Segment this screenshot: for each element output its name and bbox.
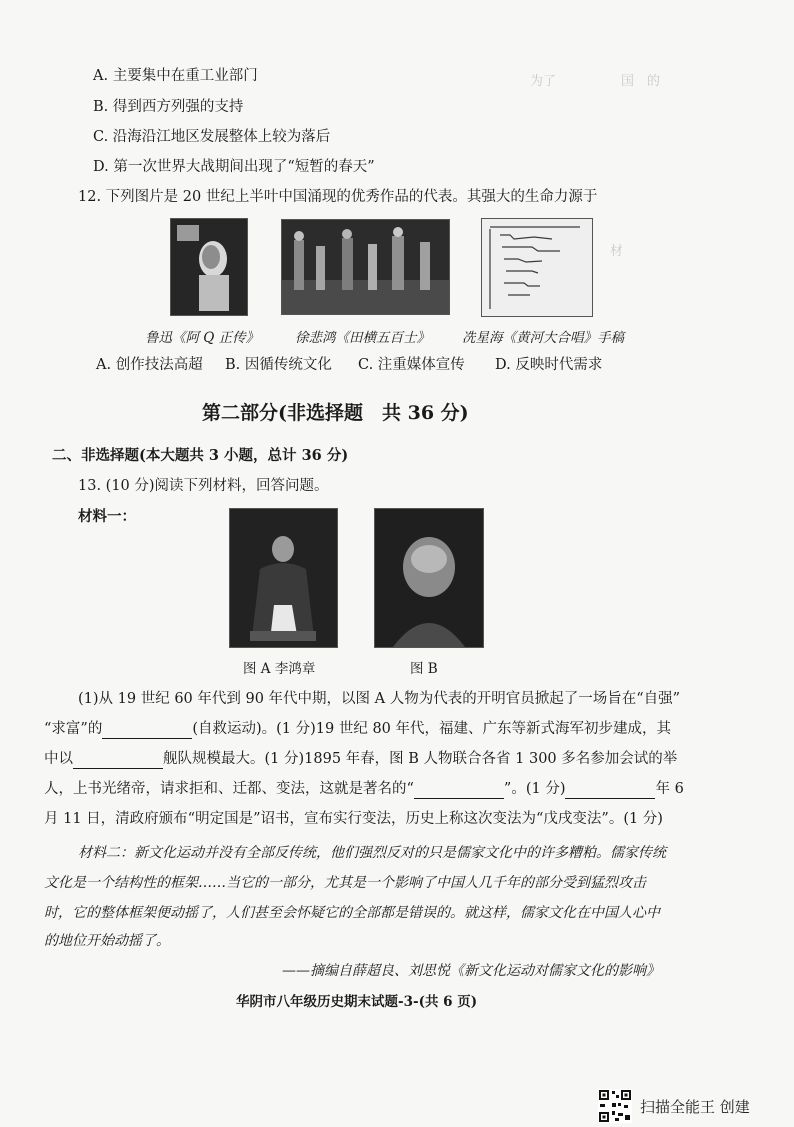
answer-blank-year[interactable] (565, 782, 655, 799)
kang-youwei-photo (374, 508, 484, 648)
material-two-line4: 的地位开始动摇了。 (44, 933, 170, 949)
caption-yellow-river: 冼星海《黄河大合唱》手稿 (462, 330, 624, 346)
figure-a-caption: 图 A 李鸿章 (243, 661, 316, 677)
answer-blank-movement[interactable] (102, 722, 192, 739)
q11-option-b: B. 得到西方列强的支持 (93, 99, 244, 115)
tian-heng-painting-image (281, 219, 450, 315)
material-two-source: ——摘编自薛超良、刘思悦《新文化运动对儒家文化的影响》 (282, 963, 660, 979)
q13-part1-line5: 月 11 日，清政府颁布“明定国是”诏书，宣布实行变法，历史上称这次变法为“戊戌变法”。(1 分) (44, 811, 663, 827)
caption-tian-heng: 徐悲鸿《田横五百士》 (295, 330, 430, 346)
material-two-line3: 时，它的整体框架便动摇了，人们甚至会怀疑它的全部都是错误的。就这样，儒家文化在中国人心中 (44, 905, 660, 921)
text-segment: 年 6 (655, 781, 684, 797)
part-two-title: 第二部分(非选择题 共 36 分) (202, 402, 469, 424)
li-hongzhang-photo (229, 508, 338, 648)
scanner-watermark: 扫描全能王 创建 (640, 1098, 750, 1116)
material-two-line2: 文化是一个结构性的框架……当它的一部分，尤其是一个影响了中国人几千年的部分受到猛烈攻击 (44, 875, 646, 891)
bleed-through-text (560, 450, 677, 469)
q13-part1-line1: (1)从 19 世纪 60 年代到 90 年代中期，以图 A 人物为代表的开明官员掀起了一场旨在“自强” (78, 691, 681, 707)
bleed-through-text (600, 130, 691, 149)
material-one-label: 材料一： (78, 508, 136, 525)
q11-option-d: D. 第一次世界大战期间出现了“短暂的春天” (93, 159, 375, 175)
ah-q-book-cover-image (170, 218, 248, 316)
q12-option-c: C. 注重媒体宣传 (358, 357, 465, 373)
q11-option-a: A. 主要集中在重工业部门 (93, 68, 258, 84)
q11-option-c: C. 沿海沿江地区发展整体上较为落后 (93, 129, 331, 145)
q12-option-d: D. 反映时代需求 (495, 357, 603, 373)
text-segment: 人，上书光绪帝，请求拒和、迁都、变法，这就是著名的“ (44, 781, 414, 797)
yellow-river-manuscript-image (481, 218, 593, 317)
q13-part1-line2 (44, 719, 671, 739)
caption-ah-q: 鲁迅《阿 Q 正传》 (145, 330, 260, 346)
text-segment: 舰队规模最大。(1 分)1895 年春，图 B 人物联合各省 1 300 多名参加会试的举 (163, 751, 678, 767)
q12-stem: 12. 下列图片是 20 世纪上半叶中国涌现的优秀作品的代表。其强大的生命力源于 (78, 189, 598, 205)
bleed-through-text: 材 (610, 244, 624, 259)
q13-part1-line3 (44, 749, 677, 769)
page-footer: 华阴市八年级历史期末试题-3-(共 6 页) (236, 994, 478, 1010)
text-segment: ”。(1 分) (503, 781, 566, 797)
bleed-through-text: 为了 国 的 (530, 74, 661, 89)
text-segment: 中以 (44, 751, 73, 767)
text-segment: “求富”的 (44, 721, 103, 737)
text-segment: (自救运动)。(1 分)19 世纪 80 年代，福建、广东等新式海军初步建成，其 (192, 721, 672, 737)
answer-blank-event[interactable] (414, 782, 504, 799)
material-two-line1: 材料二：新文化运动并没有全部反传统，他们强烈反对的只是儒家文化中的许多糟粕。儒家传统 (78, 845, 666, 861)
figure-b-caption: 图 B (410, 661, 438, 677)
q12-option-a: A. 创作技法高超 (96, 357, 203, 373)
section-heading: 二、非选择题(本大题共 3 小题，总计 36 分) (52, 447, 349, 464)
qr-code-icon (598, 1089, 632, 1123)
q12-option-b: B. 因循传统文化 (225, 357, 332, 373)
q13-part1-line4 (44, 779, 684, 799)
q13-stem: 13. (10 分)阅读下列材料，回答问题。 (78, 478, 329, 494)
answer-blank-fleet[interactable] (73, 752, 163, 769)
